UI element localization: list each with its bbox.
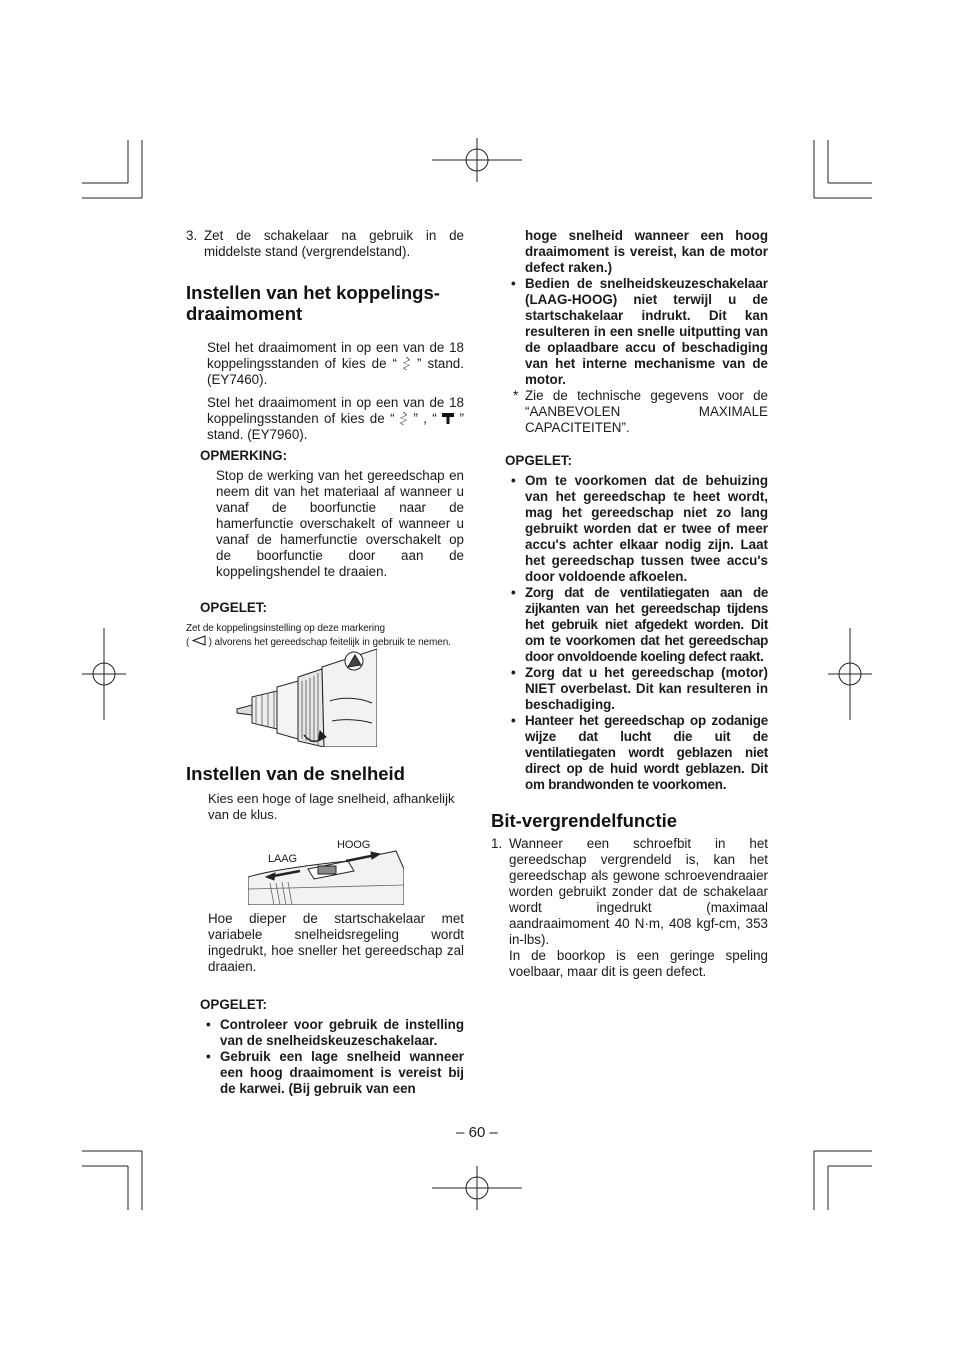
bitlock-text-2: In de boorkop is een geringe speling voelbaar, maar dit is geen defect. [509, 948, 768, 979]
list-item: • Om te voorkomen dat de behuizing van het gereedschap te heet wordt, mag het gereedschap niet zo lang gebruikt worden dat er twee of meer accu's achter elkaar nodig zijn. Laat het gereedschap tussen twee accu's door voldoende afkoelen. [511, 473, 768, 584]
note-label: OPMERKING: [200, 448, 288, 463]
list-item: • Zorg dat de ventilatiegaten aan de zijkanten van het gereedschap tijdens het gebruik niet afgedekt worden. Dit om te voorkomen dat het gereedschap door onvoldoende koeling defect raakt. [511, 585, 768, 664]
step-3 [186, 228, 464, 260]
caution-label: OPGELET: [200, 600, 267, 615]
drill-mode-icon [400, 412, 408, 425]
figure-caption-clutch [186, 622, 464, 649]
label-low: LAAG [268, 853, 297, 865]
clutch-paragraph-ey7460-b: ” stand. (EY7460). [207, 356, 464, 387]
list-item: • Zorg dat u het gereedschap (motor) NIET overbelast. Dit kan resulteren in beschadiging. [511, 665, 768, 712]
caption-line-2-b: ) alvorens het gereedschap feitelijk in gebruik te nemen. [208, 637, 451, 648]
note-text: Stop de werking van het gereedschap en neem dit van het materiaal af wanneer u vanaf de boorfunctie naar de hamerfunctie overschakelt of wanneer u vanaf de hamerfunctie overschakelt op de boorfunctie door aan de koppelingshendel te draaien. [216, 468, 464, 579]
drill-mode-icon [403, 357, 411, 370]
clutch-paragraph-ey7460-a: Stel het draaimoment in op een van de 18 koppelingsstanden of kies de “ [207, 340, 464, 371]
speed-intro: Kies een hoge of lage snelheid, afhankelijk van de klus. [208, 791, 455, 822]
clutch-paragraph-ey7960-c: ” stand. (EY7960). [207, 411, 464, 442]
caption-line-1: Zet de koppelingsinstelling op deze markering [186, 623, 385, 634]
caption-line-2-a: ( [186, 637, 190, 648]
step-number: 3. [186, 228, 198, 243]
section-title-clutch-line1: Instellen van het koppelings- [186, 282, 440, 303]
section-title-speed: Instellen van de snelheid [186, 763, 405, 784]
section-title-bitlock: Bit-vergrendelfunctie [491, 810, 678, 831]
continuation-text: hoge snelheid wanneer een hoog draaimoment is vereist, kan de motor defect raken.) [525, 228, 768, 275]
clutch-paragraph-ey7960-b: ” , “ [413, 411, 437, 426]
speed-selector-figure [186, 827, 464, 905]
speed-caution-list [206, 1017, 464, 1097]
asterisk-note: * Zie de technische gegevens voor de “AANBEVOLEN MAXIMALE CAPACITEITEN”. [513, 388, 768, 435]
caption-line-2 [186, 635, 464, 649]
label-high: HOOG [337, 839, 371, 851]
list-item: • Bedien de snelheidskeuzeschakelaar (LAAG-HOOG) niet terwijl u de startschakelaar indrukt. Dit kan resulteren in een snelle uitputting van de oplaadbare accu of beschadiging van het interne mechanisme van de motor. [511, 276, 768, 387]
bitlock-step-1 [491, 836, 768, 980]
caution-list-right [511, 473, 768, 793]
clutch-paragraph-ey7960-a: Stel het draaimoment in op een van de 18 koppelingsstanden of kies de “ [207, 395, 464, 426]
step-text: Zet de schakelaar na gebruik in de middelste stand (vergrendelstand). [204, 228, 464, 259]
drill-clutch-illustration [232, 647, 377, 747]
hammer-mode-icon [442, 413, 454, 424]
bitlock-text: Wanneer een schroefbit in het gereedschap vergrendeld is, kan het gereedschap als gewone schroevendraaier worden gebruikt zonder dat de schakelaar wordt ingedrukt (maximaal aandraaimoment 40 N·m, 408 kgf-cm, 353 in-lbs). [509, 836, 768, 947]
speed-selector-illustration [248, 849, 404, 905]
speed-paragraph: Hoe dieper de startschakelaar met variabele snelheidsregeling wordt ingedrukt, hoe sneller het gereedschap zal draaien. [208, 911, 464, 974]
triangle-mark-icon [192, 635, 206, 646]
section-title-clutch [186, 282, 464, 324]
list-item: • Controleer voor gebruik de instelling van de snelheidskeuzeschakelaar. [206, 1017, 464, 1048]
left-column [186, 228, 464, 1097]
step-number: 1. [491, 836, 503, 851]
list-item: • Gebruik een lage snelheid wanneer een hoog draaimoment is vereist bij de karwei. (Bij gebruik van een [206, 1049, 464, 1096]
speed-caution-label: OPGELET: [200, 997, 267, 1012]
right-column [491, 228, 768, 980]
list-item: • Hanteer het gereedschap op zodanige wijze dat lucht die uit de ventilatiegaten wordt geblazen niet direct op de huid wordt geblazen. Dit om brandwonden te voorkomen. [511, 713, 768, 792]
clutch-paragraph-ey7960 [207, 395, 464, 443]
section-title-clutch-line2: draaimoment [186, 303, 303, 324]
page-number: – 60 – [456, 1124, 498, 1141]
clutch-paragraph-ey7460 [207, 340, 464, 388]
caution-label-right: OPGELET: [505, 453, 572, 468]
